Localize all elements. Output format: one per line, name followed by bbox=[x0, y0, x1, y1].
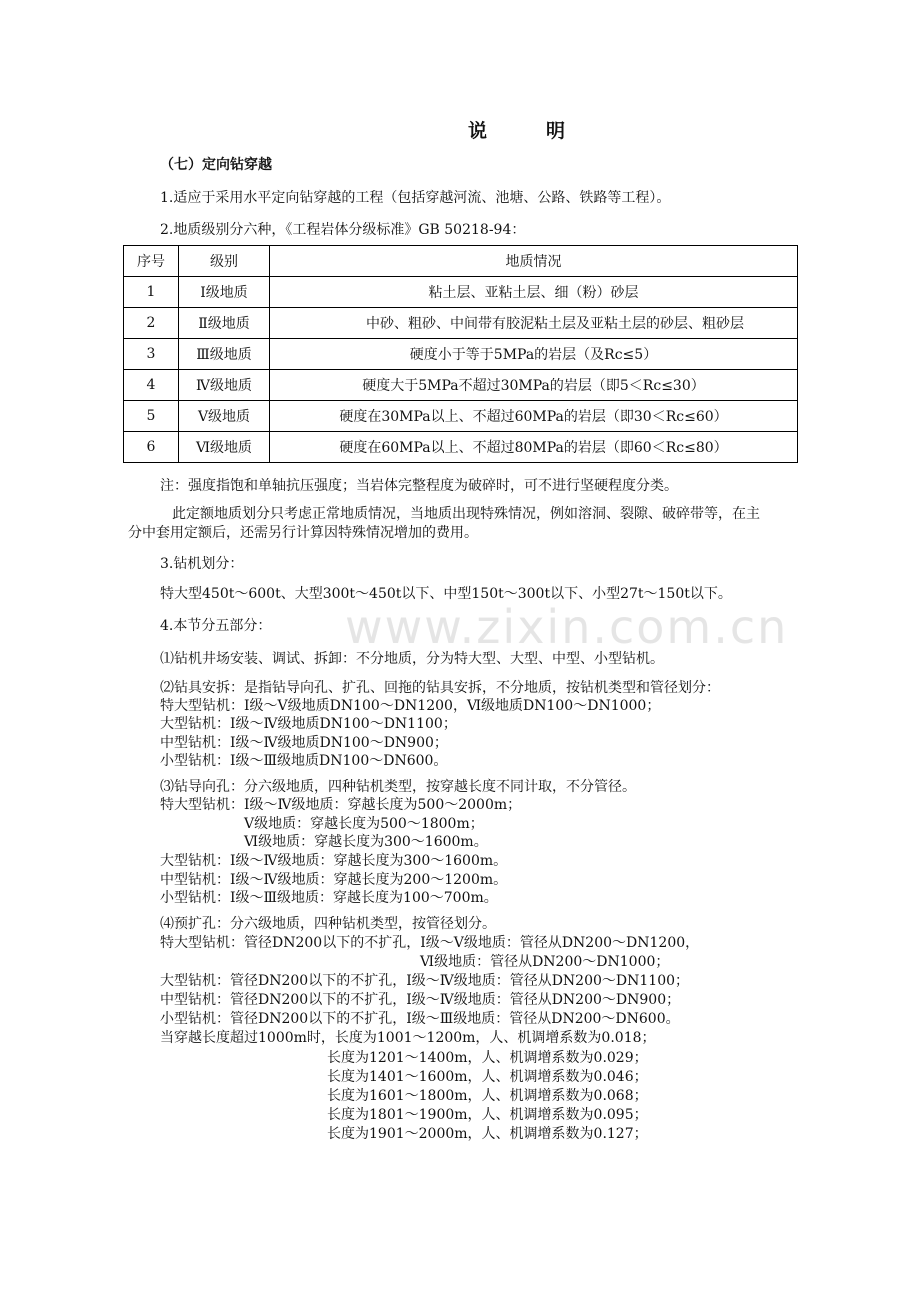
table-header: 级别 bbox=[179, 246, 270, 277]
paragraph-4-heading: 4.本节分五部分： bbox=[160, 618, 272, 634]
table-header: 序号 bbox=[124, 246, 179, 277]
subsection-3-line: ⑶钻导向孔：分六级地质，四种钻机类型，按穿越长度不同计取，不分管径。 bbox=[160, 779, 636, 795]
subsection-4-line: 特大型钻机：管径DN200以下的不扩孔，Ⅰ级～Ⅴ级地质：管径从DN200～DN1200， bbox=[160, 935, 700, 951]
table-cell: 4 bbox=[124, 370, 179, 401]
paragraph-2: 2.地质级别分六种，《工程岩体分级标准》GB 50218-94： bbox=[160, 222, 526, 238]
subsection-1: ⑴钻机井场安装、调试、拆卸：不分地质，分为特大型、大型、中型、小型钻机。 bbox=[160, 651, 664, 667]
subsection-2-line: 大型钻机：Ⅰ级～Ⅳ级地质DN100～DN1100； bbox=[160, 716, 457, 732]
watermark: www.zixin.com.cn bbox=[345, 600, 789, 654]
subsection-3-line: Ⅵ级地质：穿越长度为300～1600m。 bbox=[244, 834, 488, 850]
paragraph-3-body: 特大型450t～600t、大型300t～450t以下、中型150t～300t以下、小型27t～150t以下。 bbox=[160, 586, 732, 602]
paragraph-3-heading: 3.钻机划分： bbox=[160, 556, 244, 572]
table-cell: Ⅵ级地质 bbox=[179, 432, 270, 463]
subsection-3-line: 特大型钻机：Ⅰ级～Ⅳ级地质：穿越长度为500～2000m； bbox=[160, 797, 522, 813]
table-row bbox=[124, 401, 798, 432]
table-cell: 中砂、粗砂、中间带有胶泥粘土层及亚粘土层的砂层、粗砂层 bbox=[270, 308, 798, 339]
table-row bbox=[124, 370, 798, 401]
table-cell: 硬度在30MPa以上、不超过60MPa的岩层（即30＜Rc≤60） bbox=[270, 401, 798, 432]
subsection-2-line: ⑵钻具安拆：是指钻导向孔、扩孔、回拖的钻具安拆，不分地质，按钻机类型和管径划分： bbox=[160, 680, 720, 696]
subsection-3-line: 大型钻机：Ⅰ级～Ⅳ级地质：穿越长度为300～1600m。 bbox=[160, 853, 508, 869]
subsection-4-line: 长度为1901～2000m，人、机调增系数为0.127； bbox=[327, 1126, 648, 1142]
table-cell: Ⅰ级地质 bbox=[179, 277, 270, 308]
subsection-4-line: 大型钻机：管径DN200以下的不扩孔，Ⅰ级～Ⅳ级地质：管径从DN200～DN1100； bbox=[160, 973, 690, 989]
subsection-4-line: 小型钻机：管径DN200以下的不扩孔，Ⅰ级～Ⅲ级地质：管径从DN200～DN600。 bbox=[160, 1011, 680, 1027]
table-cell: 3 bbox=[124, 339, 179, 370]
section-heading: （七）定向钻穿越 bbox=[160, 157, 272, 173]
table-cell: 2 bbox=[124, 308, 179, 339]
table-row bbox=[124, 339, 798, 370]
table-cell: 硬度在60MPa以上、不超过80MPa的岩层（即60＜Rc≤80） bbox=[270, 432, 798, 463]
subsection-3-line: 小型钻机：Ⅰ级～Ⅲ级地质：穿越长度为100～700m。 bbox=[160, 890, 498, 906]
subsection-3-line: Ⅴ级地质：穿越长度为500～1800m； bbox=[244, 816, 484, 832]
page-title: 说 明 bbox=[468, 120, 586, 142]
table-cell: Ⅱ级地质 bbox=[179, 308, 270, 339]
table-cell: Ⅴ级地质 bbox=[179, 401, 270, 432]
subsection-4-line: ⑷预扩孔：分六级地质，四种钻机类型，按管径划分。 bbox=[160, 916, 496, 932]
table-cell: Ⅲ级地质 bbox=[179, 339, 270, 370]
subsection-2-line: 小型钻机：Ⅰ级～Ⅲ级地质DN100～DN600。 bbox=[160, 753, 448, 769]
table-header-row bbox=[124, 246, 798, 277]
table-cell: 6 bbox=[124, 432, 179, 463]
subsection-4-line: 长度为1801～1900m，人、机调增系数为0.095； bbox=[327, 1107, 648, 1123]
table-cell: 5 bbox=[124, 401, 179, 432]
subsection-2-line: 特大型钻机：Ⅰ级～Ⅴ级地质DN100～DN1200，Ⅵ级地质DN100～DN1000； bbox=[160, 698, 661, 714]
table-cell: 粘土层、亚粘土层、细（粉）砂层 bbox=[270, 277, 798, 308]
table-note: 注：强度指饱和单轴抗压强度；当岩体完整程度为破碎时，可不进行坚硬程度分类。 bbox=[160, 478, 678, 494]
geology-table bbox=[123, 245, 798, 463]
table-row bbox=[124, 308, 798, 339]
paragraph-extra-line-1: 此定额地质划分只考虑正常地质情况，当地质出现特殊情况，例如溶洞、裂隙、破碎带等，在主 bbox=[172, 506, 760, 522]
paragraph-1: 1.适应于采用水平定向钻穿越的工程（包括穿越河流、池塘、公路、铁路等工程）。 bbox=[160, 190, 671, 206]
subsection-4-line: 当穿越长度超过1000m时，长度为1001～1200m，人、机调增系数为0.018； bbox=[160, 1030, 656, 1046]
table-row bbox=[124, 277, 798, 308]
subsection-3-line: 中型钻机：Ⅰ级～Ⅳ级地质：穿越长度为200～1200m。 bbox=[160, 872, 508, 888]
table-header: 地质情况 bbox=[270, 246, 798, 277]
table-cell: 硬度小于等于5MPa的岩层（及Rc≤5） bbox=[270, 339, 798, 370]
subsection-4-line: 长度为1601～1800m，人、机调增系数为0.068； bbox=[327, 1088, 648, 1104]
subsection-4-line: 长度为1201～1400m，人、机调增系数为0.029； bbox=[327, 1050, 648, 1066]
subsection-4-line: 中型钻机：管径DN200以下的不扩孔，Ⅰ级～Ⅳ级地质：管径从DN200～DN900； bbox=[160, 992, 681, 1008]
table-row bbox=[124, 432, 798, 463]
table-cell: Ⅳ级地质 bbox=[179, 370, 270, 401]
paragraph-extra-line-2: 分中套用定额后，还需另行计算因特殊情况增加的费用。 bbox=[128, 525, 478, 541]
table-cell: 1 bbox=[124, 277, 179, 308]
subsection-4-line: Ⅵ级地质：管径从DN200～DN1000； bbox=[420, 954, 670, 970]
subsection-4-line: 长度为1401～1600m，人、机调增系数为0.046； bbox=[327, 1069, 648, 1085]
subsection-2-line: 中型钻机：Ⅰ级～Ⅳ级地质DN100～DN900； bbox=[160, 735, 448, 751]
table-cell: 硬度大于5MPa不超过30MPa的岩层（即5＜Rc≤30） bbox=[270, 370, 798, 401]
